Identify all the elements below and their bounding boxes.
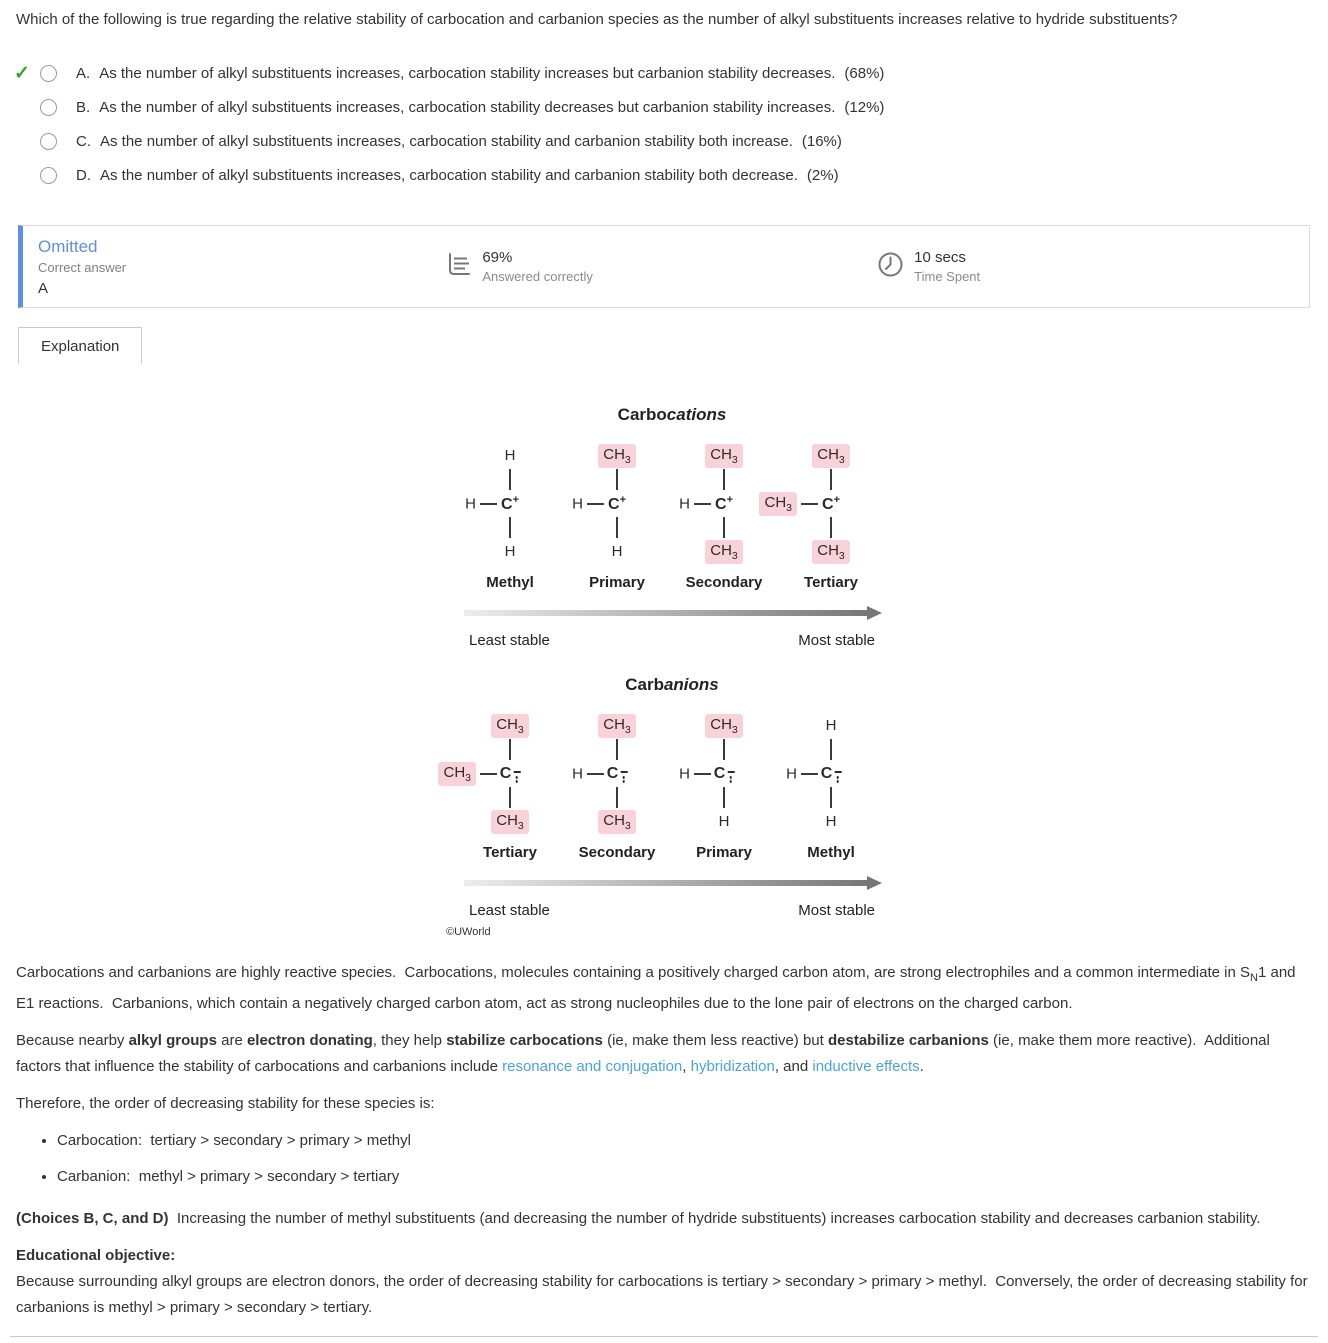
molecule-structure: [462, 442, 558, 591]
correct-answer-label: Correct answer: [38, 259, 127, 275]
educational-objective-text: Because surrounding alkyl groups are electron donors, the order of decreasing stability for carbocations is tertiary > secondary > primary > methyl. Conversely, the order of decreasing stability for carbanions is methyl > primary > secondary > tertiary.: [16, 1273, 1312, 1316]
least-stable-label: Least stable: [469, 902, 550, 919]
molecule-structure: [443, 712, 558, 861]
uworld-credit: ©UWorld: [446, 926, 491, 938]
explanation-paragraph: (Choices B, C, and D) Increasing the number of methyl substituents (and decreasing the number of hydride substituents) increases carbocation stability and decreases carbanion stability.: [16, 1210, 1261, 1227]
stability-arrow: [462, 876, 882, 890]
answered-correctly-block: [445, 249, 877, 284]
carbocation-structures: [462, 442, 882, 591]
hydrogen-atom: H: [504, 543, 516, 560]
stability-order-list: [16, 1128, 1312, 1190]
correct-check-icon: ✓: [14, 62, 30, 84]
lone-pair-minus-icon: [513, 771, 520, 783]
lone-pair-minus-icon: [834, 771, 841, 783]
tab-explanation[interactable]: [18, 327, 142, 364]
option-letter: C.: [76, 132, 91, 150]
methyl-group: $CH_3$: [759, 492, 797, 516]
question-review-page: [0, 9, 1328, 1337]
stability-arrow: [462, 606, 882, 620]
methyl-group: $CH_3$: [438, 762, 476, 786]
bond-line: [587, 503, 604, 505]
bond-line: [830, 517, 832, 538]
methyl-group: $CH_3$: [705, 540, 743, 564]
time-spent-block: [877, 249, 1309, 284]
bond-line: [616, 517, 618, 538]
bond-line: [723, 787, 725, 808]
educational-objective-heading: Educational objective:: [16, 1247, 176, 1264]
arrow-head-icon: [867, 876, 882, 890]
inline-link[interactable]: hybridization: [690, 1058, 775, 1075]
molecule-structure: [764, 442, 879, 591]
most-stable-label: Most stable: [798, 632, 875, 649]
lone-pair-minus-icon: [620, 771, 627, 783]
carbanion-carbon: C: [821, 765, 842, 783]
structure-label: Secondary: [578, 844, 656, 861]
bond-line: [801, 773, 818, 775]
carbanions-title: Carbanions: [625, 675, 719, 694]
bond-line: [830, 739, 832, 760]
option-row[interactable]: [0, 56, 1328, 90]
bond-line: [830, 469, 832, 490]
bond-line: [616, 787, 618, 808]
hydrogen-atom: H: [465, 495, 476, 512]
hydrogen-atom: H: [679, 495, 690, 512]
least-stable-label: Least stable: [469, 632, 550, 649]
hydrogen-atom: H: [572, 765, 583, 782]
option-text: As the number of alkyl substituents increases, carbocation stability and carbanion stability both increase.: [100, 132, 793, 150]
bond-line: [587, 773, 604, 775]
carbocation-carbon: C+: [822, 493, 840, 513]
hydrogen-atom: H: [786, 765, 797, 782]
hydrogen-atom: H: [504, 447, 516, 464]
structure-label: Secondary: [685, 574, 763, 591]
explanation-paragraph: Therefore, the order of decreasing stability for these species is:: [16, 1095, 435, 1112]
options-list: [0, 56, 1328, 192]
stability-figure: [443, 405, 882, 919]
percent-correct-label: Answered correctly: [482, 269, 593, 284]
result-summary-box: [18, 225, 1310, 308]
molecule-structure: [783, 712, 879, 861]
correct-answer-value: A: [38, 279, 49, 297]
bond-line: [723, 517, 725, 538]
molecule-structure: [676, 712, 772, 861]
option-percent: (68%): [844, 64, 885, 82]
structure-label: Primary: [696, 844, 752, 861]
bond-line: [801, 503, 818, 505]
carbanion-structures: [443, 712, 882, 861]
option-letter: D.: [76, 166, 91, 184]
option-row[interactable]: [0, 90, 1328, 124]
carbanion-carbon: C: [607, 765, 628, 783]
option-percent: (12%): [844, 98, 885, 116]
option-row[interactable]: [0, 124, 1328, 158]
explanation-paragraph: Carbocations and carbanions are highly reactive species. Carbocations, molecules containing a positively charged carbon atom, are strong electrophiles and a common intermediate in $S_N1$ and E1 reactions. Carbanions, which contain a negatively charged carbon atom, act as strong nucleophiles due to the lone pair of electrons on the charged carbon.: [16, 964, 1300, 1012]
radio-button[interactable]: [40, 167, 57, 184]
list-item: • Carbocation: tertiary > secondary > primary > methyl: [57, 1128, 1312, 1154]
carbocations-section: [462, 405, 882, 649]
carbocation-carbon: C+: [608, 493, 626, 513]
option-percent: (2%): [806, 166, 839, 184]
most-stable-label: Most stable: [798, 902, 875, 919]
option-letter: B.: [76, 98, 91, 116]
option-row[interactable]: [0, 158, 1328, 192]
bond-line: [616, 469, 618, 490]
carbanion-carbon: C: [500, 765, 521, 783]
radio-button[interactable]: [40, 133, 57, 150]
option-text: As the number of alkyl substituents increases, carbocation stability increases but carbanion stability decreases.: [99, 64, 836, 82]
bond-line: [723, 739, 725, 760]
carbocation-carbon: C+: [715, 493, 733, 513]
bar-chart-icon: [445, 251, 472, 282]
bond-line: [830, 787, 832, 808]
structure-label: Primary: [589, 574, 645, 591]
lone-pair-minus-icon: [727, 771, 734, 783]
hydrogen-atom: H: [825, 717, 837, 734]
result-left-block: [38, 237, 445, 297]
list-item: • Carbanion: methyl > primary > secondary > tertiary: [57, 1164, 1312, 1190]
methyl-group: $CH_3$: [812, 540, 850, 564]
carbocation-carbon: C+: [501, 493, 519, 513]
carbanion-carbon: C: [714, 765, 735, 783]
time-spent-label: Time Spent: [914, 269, 981, 284]
question-text: Which of the following is true regarding the relative stability of carbocation and carbanion species as the number of alkyl substituents increases relative to hydride substituents?: [16, 11, 1178, 28]
methyl-group: $CH_3$: [705, 444, 743, 468]
status-badge: Omitted: [38, 236, 98, 256]
bond-line: [616, 739, 618, 760]
bond-line: [509, 517, 511, 538]
option-text: As the number of alkyl substituents increases, carbocation stability and carbanion stability both decrease.: [100, 166, 798, 184]
option-text: As the number of alkyl substituents increases, carbocation stability decreases but carbanion stability increases.: [99, 98, 836, 116]
carbanions-section: [443, 675, 882, 919]
tab-explanation-label: Explanation: [41, 338, 120, 355]
molecule-structure: [676, 442, 772, 591]
bond-line: [723, 469, 725, 490]
molecule-structure: [569, 442, 665, 591]
inline-link[interactable]: inductive effects: [812, 1058, 920, 1075]
percent-correct: 69%: [482, 249, 513, 266]
methyl-group: $CH_3$: [812, 444, 850, 468]
bond-line: [509, 469, 511, 490]
structure-label: Tertiary: [483, 844, 537, 861]
bond-line: [509, 739, 511, 760]
methyl-group: $CH_3$: [598, 714, 636, 738]
explanation-paragraph: Because nearby alkyl groups are electron donating, they help stabilize carbocations (ie, make them less reactive) but destabilize carbanions (ie, make them more reactive). Additional factors that influence the stability of carbocations and carbanions include resonance and conjugation, hybridization, and inductive effects.: [16, 1032, 1275, 1075]
structure-label: Methyl: [486, 574, 534, 591]
molecule-structure: [569, 712, 665, 861]
bond-line: [694, 773, 711, 775]
radio-button[interactable]: [40, 65, 57, 82]
hydrogen-atom: H: [679, 765, 690, 782]
radio-button[interactable]: [40, 99, 57, 116]
carbocations-title: Carbocations: [617, 405, 727, 424]
structure-label: Methyl: [807, 844, 855, 861]
inline-link[interactable]: resonance and conjugation: [502, 1058, 683, 1075]
methyl-group: $CH_3$: [705, 714, 743, 738]
option-letter: A.: [76, 64, 91, 82]
hydrogen-atom: H: [718, 813, 730, 830]
bond-line: [480, 503, 497, 505]
bond-line: [480, 773, 497, 775]
option-percent: (16%): [801, 132, 842, 150]
methyl-group: $CH_3$: [491, 714, 529, 738]
arrow-head-icon: [867, 606, 882, 620]
structure-label: Tertiary: [804, 574, 858, 591]
hydrogen-atom: H: [825, 813, 837, 830]
methyl-group: $CH_3$: [598, 444, 636, 468]
methyl-group: $CH_3$: [491, 810, 529, 834]
bond-line: [694, 503, 711, 505]
hydrogen-atom: H: [611, 543, 623, 560]
bond-line: [509, 787, 511, 808]
hydrogen-atom: H: [572, 495, 583, 512]
explanation-content: [16, 960, 1312, 1321]
bottom-divider: [10, 1336, 1318, 1337]
methyl-group: $CH_3$: [598, 810, 636, 834]
time-spent-value: 10 secs: [914, 249, 966, 266]
clock-icon: [877, 251, 904, 282]
